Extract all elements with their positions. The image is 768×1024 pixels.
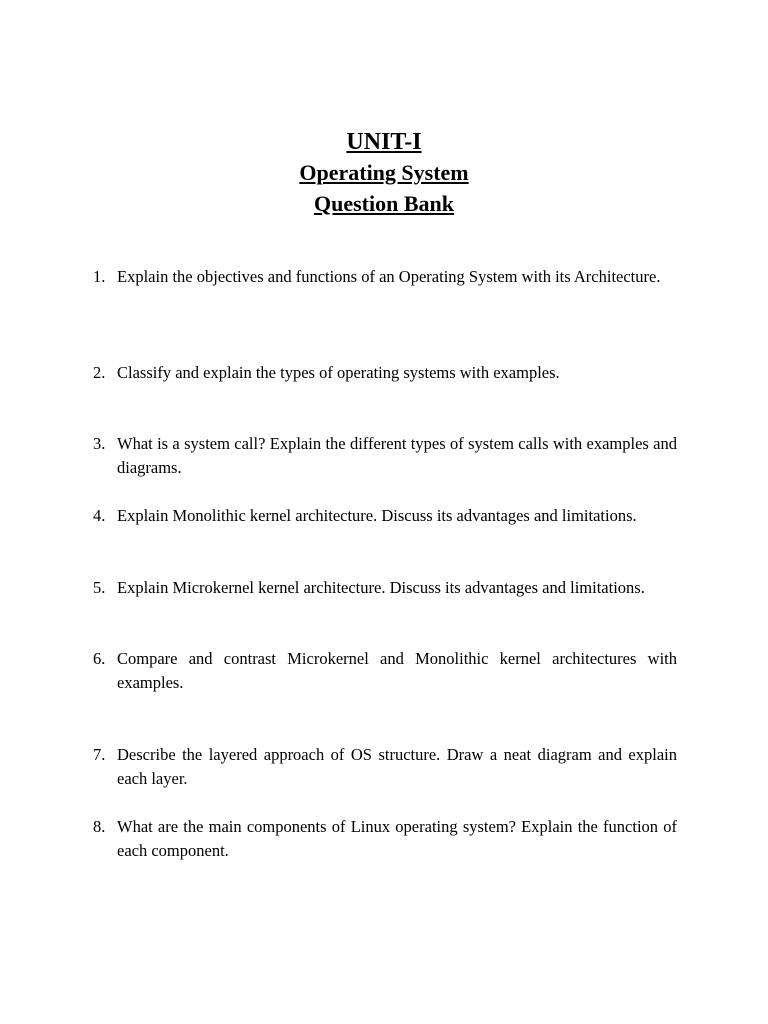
question-number: 3. <box>93 434 106 453</box>
question-text: Compare and contrast Microkernel and Monolithic kernel architectures with examples. <box>117 649 677 692</box>
question-number: 4. <box>93 506 106 525</box>
document-type-heading: Question Bank <box>314 191 454 216</box>
question-number: 1. <box>93 267 106 286</box>
question-text: Explain Monolithic kernel architecture. Discuss its advantages and limitations. <box>117 506 637 525</box>
question-number: 2. <box>93 363 106 382</box>
question-number: 6. <box>93 649 106 668</box>
question-number: 5. <box>93 578 106 597</box>
question-number: 7. <box>93 745 106 764</box>
question-text: Explain Microkernel kernel architecture. Discuss its advantages and limitations. <box>117 578 645 597</box>
unit-heading: UNIT-I <box>346 129 422 155</box>
question-number: 8. <box>93 817 106 836</box>
question-text: Explain the objectives and functions of an Operating System with its Architecture. <box>117 267 661 286</box>
question-text: What are the main components of Linux operating system? Explain the function of each component. <box>117 817 677 860</box>
question-text: Classify and explain the types of operating systems with examples. <box>117 363 560 382</box>
question-text: Describe the layered approach of OS structure. Draw a neat diagram and explain each layer. <box>117 745 677 788</box>
question-text: What is a system call? Explain the different types of system calls with examples and diagrams. <box>117 434 677 477</box>
subject-heading: Operating System <box>299 160 469 185</box>
